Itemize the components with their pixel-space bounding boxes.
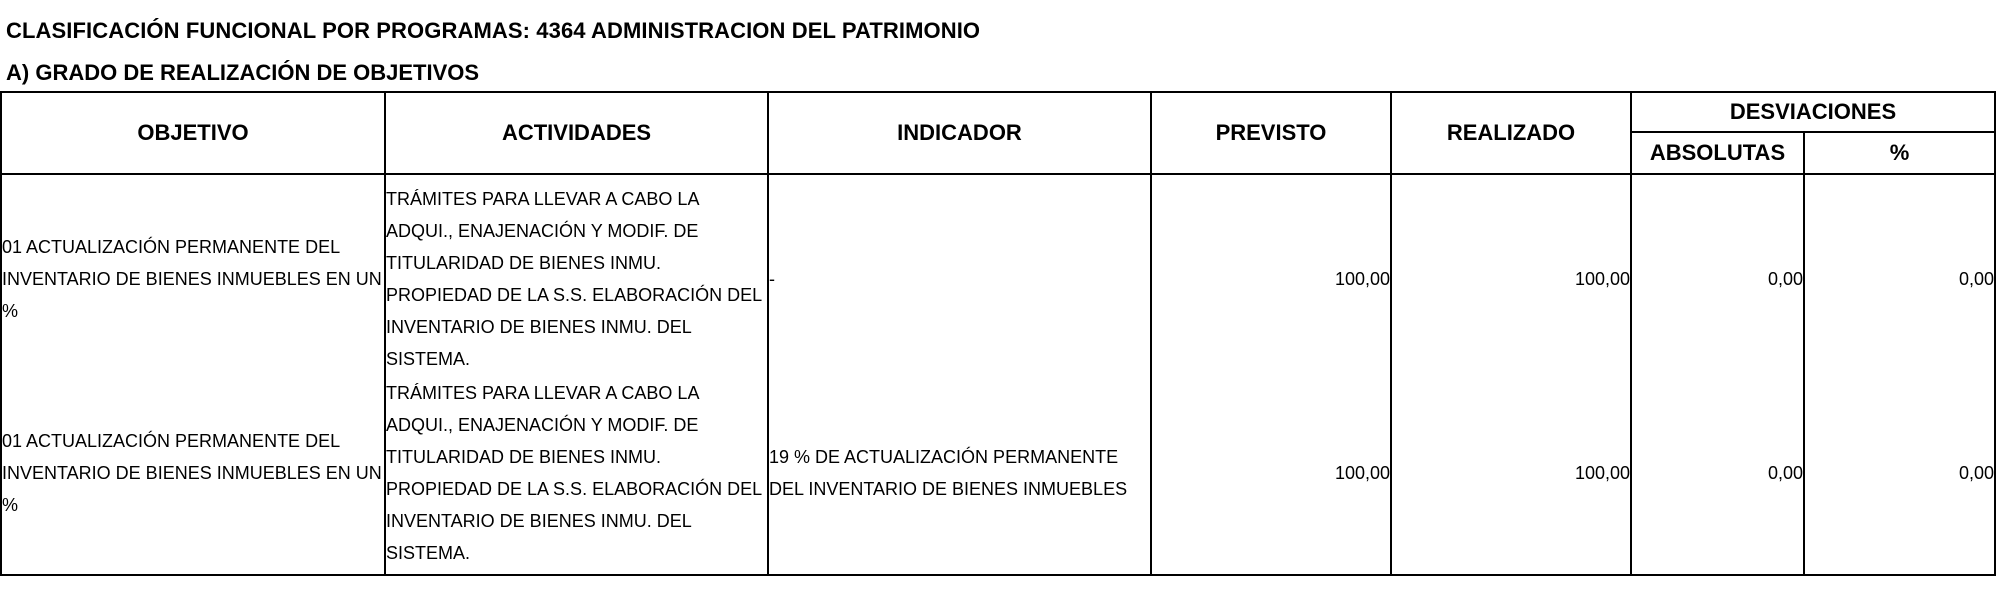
- cell-objetivo: 01 ACTUALIZACIÓN PERMANENTE DEL INVENTARIO DE BIENES INMUEBLES EN UN %: [1, 174, 385, 375]
- page-title: CLASIFICACIÓN FUNCIONAL POR PROGRAMAS: 4364 ADMINISTRACION DEL PATRIMONIO: [6, 18, 981, 43]
- cell-absolutas: 0,00: [1631, 375, 1804, 575]
- col-header-objetivo: OBJETIVO: [1, 92, 385, 174]
- cell-previsto: 100,00: [1151, 174, 1391, 375]
- col-header-actividades: ACTIVIDADES: [385, 92, 768, 174]
- cell-previsto: 100,00: [1151, 375, 1391, 575]
- cell-porcentaje: 0,00: [1804, 375, 1995, 575]
- col-header-previsto: PREVISTO: [1151, 92, 1391, 174]
- cell-porcentaje: 0,00: [1804, 174, 1995, 375]
- cell-objetivo: 01 ACTUALIZACIÓN PERMANENTE DEL INVENTARIO DE BIENES INMUEBLES EN UN %: [1, 375, 385, 575]
- cell-actividades: TRÁMITES PARA LLEVAR A CABO LA ADQUI., ENAJENACIÓN Y MODIF. DE TITULARIDAD DE BIENES INMU. PROPIEDAD DE LA S.S. ELABORACIÓN DEL INVENTARIO DE BIENES INMU. DEL SISTEMA.: [385, 375, 768, 575]
- col-header-realizado: REALIZADO: [1391, 92, 1631, 174]
- col-header-indicador: INDICADOR: [768, 92, 1151, 174]
- col-header-absolutas: ABSOLUTAS: [1631, 132, 1804, 174]
- section-subtitle: A) GRADO DE REALIZACIÓN DE OBJETIVOS: [6, 60, 480, 85]
- cell-realizado: 100,00: [1391, 375, 1631, 575]
- cell-indicador: -: [768, 174, 1151, 375]
- objectives-table: [0, 91, 1996, 576]
- table-row: [1, 375, 1995, 575]
- cell-actividades: TRÁMITES PARA LLEVAR A CABO LA ADQUI., ENAJENACIÓN Y MODIF. DE TITULARIDAD DE BIENES INMU. PROPIEDAD DE LA S.S. ELABORACIÓN DEL INVENTARIO DE BIENES INMU. DEL SISTEMA.: [385, 174, 768, 375]
- col-header-desviaciones: DESVIACIONES: [1631, 92, 1995, 132]
- cell-realizado: 100,00: [1391, 174, 1631, 375]
- cell-absolutas: 0,00: [1631, 174, 1804, 375]
- table-row: [1, 174, 1995, 375]
- table-header: [1, 92, 1995, 174]
- col-header-porcentaje: %: [1804, 132, 1995, 174]
- cell-indicador: 19 % DE ACTUALIZACIÓN PERMANENTE DEL INVENTARIO DE BIENES INMUEBLES: [768, 375, 1151, 575]
